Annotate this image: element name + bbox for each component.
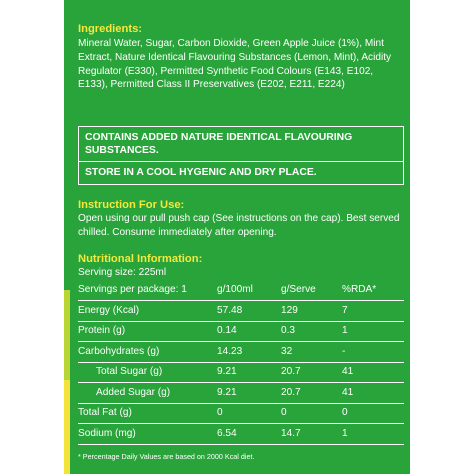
nutrient-name: Added Sugar (g) — [96, 386, 171, 398]
notice-box — [78, 126, 404, 185]
nutrition-row-total-sugar — [78, 362, 404, 383]
nutrition-row-carbohydrates — [78, 342, 404, 363]
nutrient-name: Energy (Kcal) — [78, 304, 140, 316]
nutrient-serve: 0.3 — [281, 325, 296, 337]
product-label-panel — [64, 0, 410, 474]
nutrition-row-protein — [78, 321, 404, 342]
nutrient-rda: 41 — [342, 366, 354, 378]
nutrient-rda: 41 — [342, 386, 354, 398]
nutrient-per100: 0.14 — [217, 325, 237, 337]
rda-footnote: * Percentage Daily Values are based on 2000 Kcal diet. — [78, 452, 255, 461]
nutrition-row-energy — [78, 301, 404, 322]
nutrient-serve: 129 — [281, 304, 298, 316]
column-header-rda: %RDA* — [342, 284, 377, 295]
nutrition-header-row — [78, 280, 404, 301]
ingredients-text: Mineral Water, Sugar, Carbon Dioxide, Green Apple Juice (1%), Mint Extract, Nature Identical Flavouring Substances (Lemon, Mint), Acidity Regulator (E330), Permitted Synthetic Food Colours (E143, E102, E133), Permitted Class II Preservatives (E202, E211, E224) — [78, 38, 392, 91]
storage-notice: STORE IN A COOL HYGENIC AND DRY PLACE. — [79, 161, 403, 183]
nutrition-heading: Nutritional Information: — [78, 253, 203, 265]
nutrition-row-total-fat — [78, 403, 404, 424]
nutrient-per100: 9.21 — [217, 386, 237, 398]
nutrient-per100: 9.21 — [217, 366, 237, 378]
nutrient-rda: - — [342, 345, 346, 357]
nutrition-table — [78, 280, 404, 445]
nutrient-name: Total Fat (g) — [78, 407, 132, 419]
nutrition-row-sodium — [78, 424, 404, 445]
nutrient-name: Protein (g) — [78, 325, 126, 337]
nutrient-name: Total Sugar (g) — [96, 366, 163, 378]
nutrient-per100: 57.48 — [217, 304, 243, 316]
nutrient-rda: 1 — [342, 427, 348, 439]
ingredients-heading: Ingredients: — [78, 23, 143, 35]
nutrient-per100: 14.23 — [217, 345, 243, 357]
nutrient-serve: 20.7 — [281, 386, 301, 398]
nutrient-name: Sodium (mg) — [78, 427, 136, 439]
nutrient-per100: 6.54 — [217, 427, 237, 439]
instruction-heading: Instruction For Use: — [78, 199, 185, 211]
nutrient-rda: 7 — [342, 304, 348, 316]
nutrient-rda: 0 — [342, 407, 348, 419]
nutrient-rda: 1 — [342, 325, 348, 337]
column-header-per-100ml: g/100ml — [217, 284, 253, 295]
nutrient-serve: 0 — [281, 407, 287, 419]
nutrient-per100: 0 — [217, 407, 223, 419]
column-header-servings: Servings per package: 1 — [78, 284, 187, 295]
nutrient-serve: 14.7 — [281, 427, 301, 439]
nutrient-serve: 32 — [281, 345, 293, 357]
column-header-per-serve: g/Serve — [281, 284, 316, 295]
nutrition-row-added-sugar — [78, 383, 404, 404]
contains-notice: CONTAINS ADDED NATURE IDENTICAL FLAVOURING SUBSTANCES. — [85, 132, 353, 157]
serving-size: Serving size: 225ml — [78, 267, 167, 278]
instruction-text: Open using our pull push cap (See instructions on the cap). Best served chilled. Consume immediately after opening. — [78, 213, 400, 238]
nutrient-name: Carbohydrates (g) — [78, 345, 160, 357]
nutrient-serve: 20.7 — [281, 366, 301, 378]
